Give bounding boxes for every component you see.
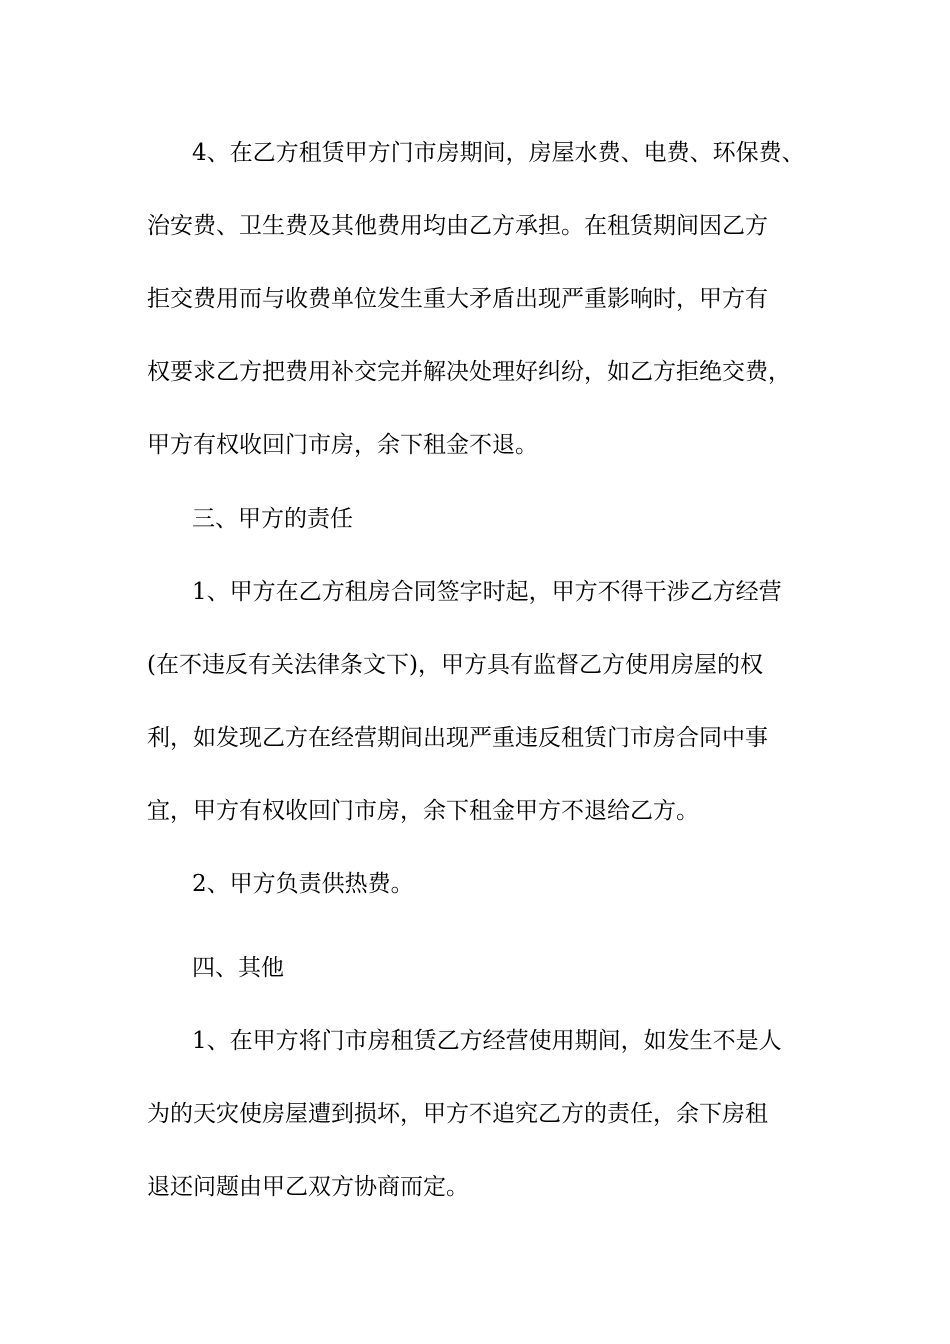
text-line: 拒交费用而与收费单位发生重大矛盾出现严重影响时，甲方有 [147,286,768,312]
text-line: 治安费、卫生费及其他费用均由乙方承担。在租赁期间因乙方 [147,213,768,239]
section-heading: 三、甲方的责任 [192,506,353,532]
text-line: 1、在甲方将门市房租赁乙方经营使用期间，如发生不是人 [192,1028,782,1054]
text-line: 利，如发现乙方在经营期间出现严重违反租赁门市房合同中事 [147,725,768,751]
text-line: 甲方有权收回门市房，余下租金不退。 [147,432,538,458]
section-heading: 四、其他 [192,955,284,981]
text-line: 1、甲方在乙方租房合同签字时起，甲方不得干涉乙方经营 [192,579,782,605]
text-line: 宜，甲方有权收回门市房，余下租金甲方不退给乙方。 [147,798,699,824]
text-line: 2、甲方负责供热费。 [192,871,414,897]
text-line: (在不违反有关法律条文下)，甲方具有监督乙方使用房屋的权 [147,652,763,678]
text-line: 退还问题由甲乙双方协商而定。 [147,1174,469,1200]
text-line: 4、在乙方租赁甲方门市房期间，房屋水费、电费、环保费、 [192,140,805,166]
text-line: 权要求乙方把费用补交完并解决处理好纠纷，如乙方拒绝交费， [147,359,791,385]
text-line: 为的天灾使房屋遭到损坏，甲方不追究乙方的责任，余下房租 [147,1101,768,1127]
